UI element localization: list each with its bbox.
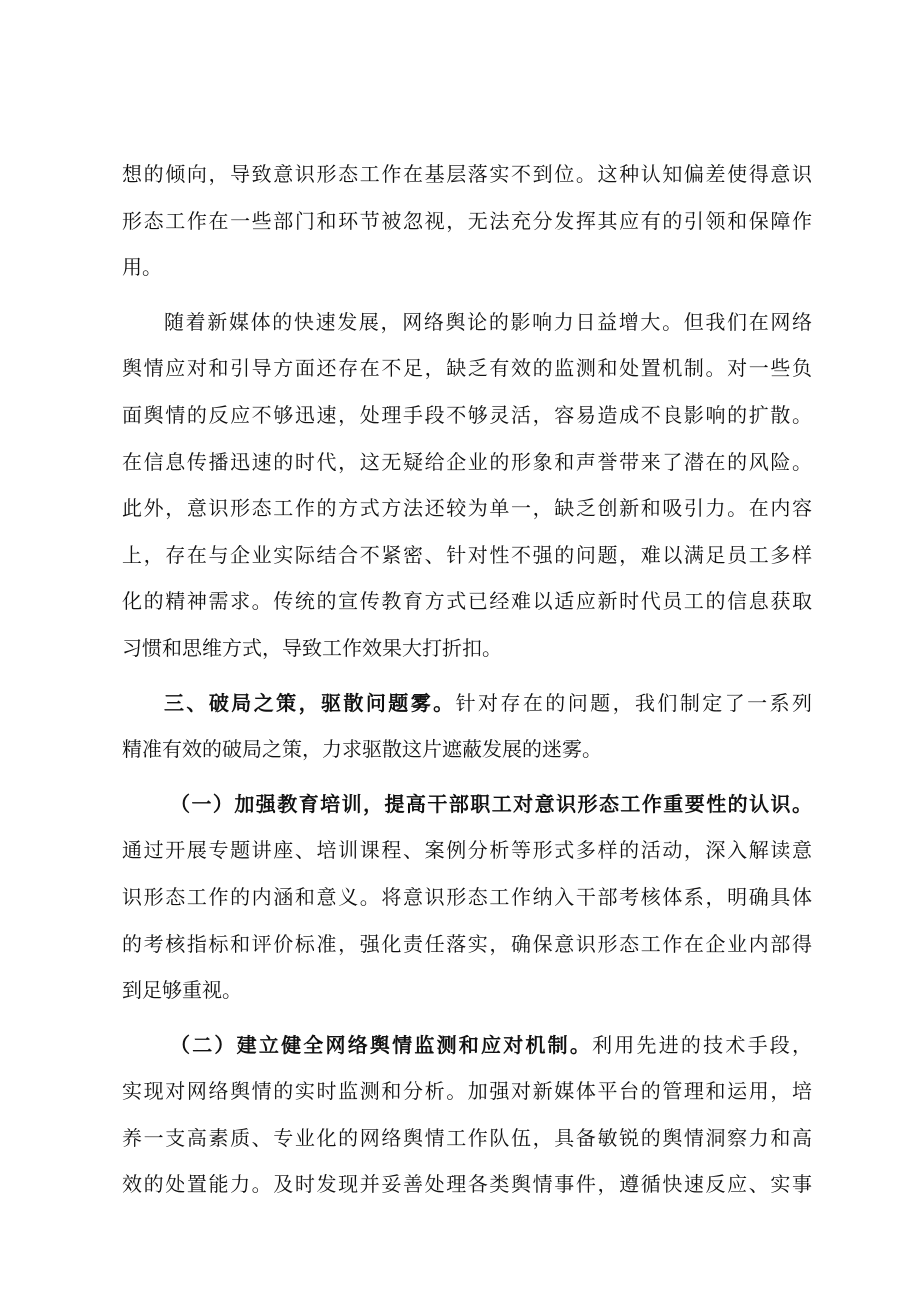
text-line: 舆情应对和引导方面还存在不足，缺乏有效的监测和处置机制。对一些负 xyxy=(122,356,812,381)
section-heading: 三、破局之策，驱散问题雾。 xyxy=(164,690,456,715)
text-line: 养一支高素质、专业化的网络舆情工作队伍，具备敏锐的舆情洞察力和高 xyxy=(122,1125,812,1150)
text-line: 形态工作在一些部门和环节被忽视，无法充分发挥其应有的引领和保障作 xyxy=(122,208,812,233)
text-line: 效的处置能力。及时发现并妥善处理各类舆情事件，遵循快速反应、实事 xyxy=(122,1172,812,1197)
text-line: 化的精神需求。传统的宣传教育方式已经难以适应新时代员工的信息获取 xyxy=(122,589,812,614)
text-run: 利用先进的技术手段， xyxy=(592,1032,813,1057)
text-line: 此外，意识形态工作的方式方法还较为单一，缺乏创新和吸引力。在内容 xyxy=(122,496,812,521)
subsection-heading: （二）建立健全网络舆情监测和应对机制。 xyxy=(170,1032,593,1057)
paragraph-section-three xyxy=(122,680,812,773)
paragraph-continuation xyxy=(122,151,812,291)
text-line xyxy=(122,680,812,727)
text-line xyxy=(122,1022,812,1069)
paragraph-subsection-two xyxy=(122,1022,812,1208)
text-line: 随着新媒体的快速发展，网络舆论的影响力日益增大。但我们在网络 xyxy=(164,309,812,334)
paragraph-new-media xyxy=(122,299,812,672)
text-line: 的考核指标和评价标准，强化责任落实，确保意识形态工作在企业内部得 xyxy=(122,931,812,956)
text-line: 习惯和思维方式，导致工作效果大打折扣。 xyxy=(122,635,502,660)
text-line: 上，存在与企业实际结合不紧密、针对性不强的问题，难以满足员工多样 xyxy=(122,542,812,567)
text-line: 实现对网络舆情的实时监测和分析。加强对新媒体平台的管理和运用，培 xyxy=(122,1079,812,1104)
text-run: 针对存在的问题，我们制定了一系列 xyxy=(455,690,813,715)
subsection-heading: （一）加强教育培训，提高干部职工对意识形态工作重要性的认识。 xyxy=(170,791,812,816)
document-body xyxy=(122,151,812,1208)
paragraph-subsection-one xyxy=(122,781,812,1014)
text-line: 用。 xyxy=(122,255,162,280)
text-line: 到足够重视。 xyxy=(122,978,242,1003)
text-line: 识形态工作的内涵和意义。将意识形态工作纳入干部考核体系，明确具体 xyxy=(122,884,812,909)
text-line: 想的倾向，导致意识形态工作在基层落实不到位。这种认知偏差使得意识 xyxy=(122,162,812,186)
text-line: 在信息传播迅速的时代，这无疑给企业的形象和声誉带来了潜在的风险。 xyxy=(122,449,812,474)
text-line: 面舆情的反应不够迅速，处理手段不够灵活，容易造成不良影响的扩散。 xyxy=(122,402,812,427)
text-line: 精准有效的破局之策，力求驱散这片遮蔽发展的迷雾。 xyxy=(122,737,602,762)
text-line xyxy=(122,781,812,828)
text-line: 通过开展专题讲座、培训课程、案例分析等形式多样的活动，深入解读意 xyxy=(122,838,812,863)
